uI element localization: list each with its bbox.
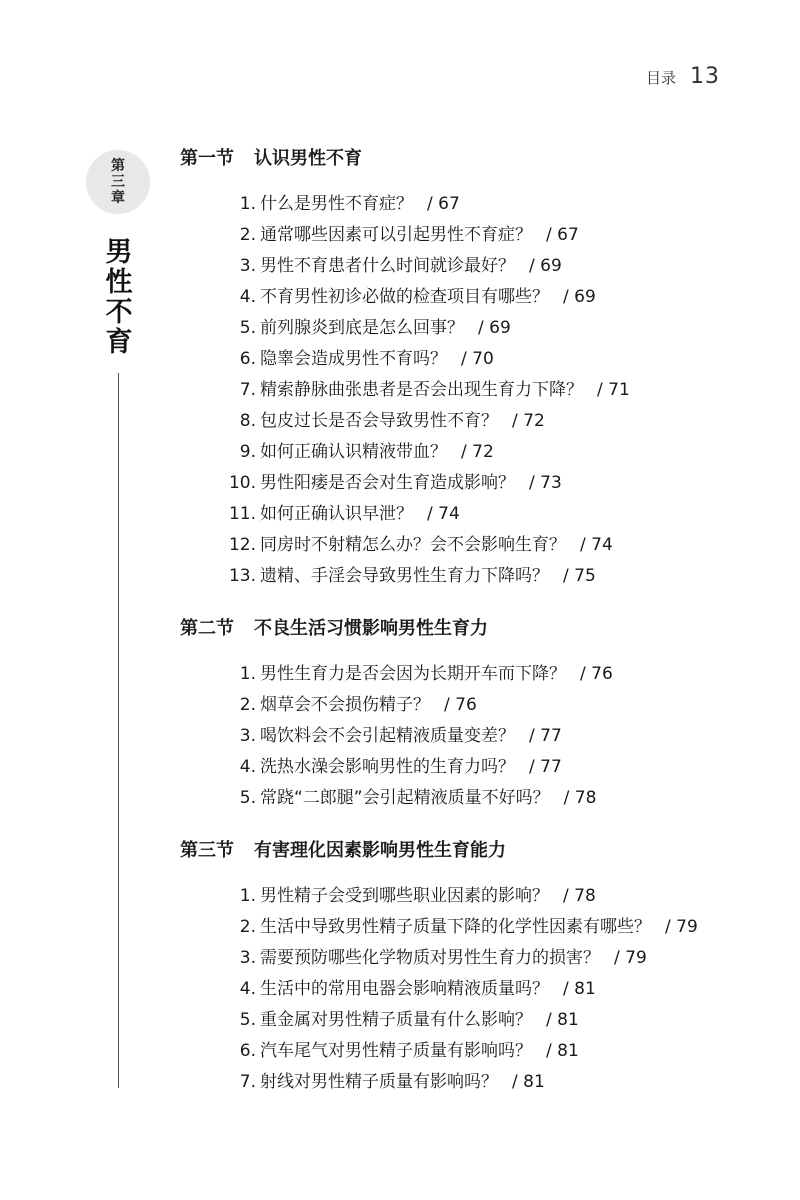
entry-page: / 79 (614, 948, 647, 968)
entry-title: 男性生育力是否会因为长期开车而下降？ (260, 664, 566, 684)
entry-page: / 74 (427, 504, 460, 524)
entry-page: / 72 (461, 442, 494, 462)
toc-entry[interactable] (180, 881, 740, 912)
toc-entry[interactable] (180, 690, 740, 721)
entry-title: 洗热水澡会影响男性的生育力吗？ (260, 757, 515, 777)
entry-title: 隐睾会造成男性不育吗？ (260, 349, 447, 369)
entry-title: 男性不育患者什么时间就诊最好？ (260, 256, 515, 276)
entry-title: 常跷“二郎腿”会引起精液质量不好吗？ (260, 788, 550, 808)
entry-number: 2. (239, 917, 256, 937)
entry-page: / 79 (665, 917, 698, 937)
toc-entry[interactable] (180, 220, 740, 251)
toc-entry[interactable] (180, 530, 740, 561)
entry-page: / 81 (512, 1072, 545, 1092)
entry-page: / 72 (512, 411, 545, 431)
entry-page: / 69 (478, 318, 511, 338)
entry-number: 6. (239, 349, 256, 369)
entry-title: 如何正确认识精液带血？ (260, 442, 447, 462)
entry-number: 3. (239, 256, 256, 276)
entry-number: 9. (239, 442, 256, 462)
entry-page: / 69 (563, 287, 596, 307)
toc-entry[interactable] (180, 659, 740, 690)
entry-number: 10. (228, 473, 256, 493)
chapter-badge (86, 150, 150, 214)
toc-entry[interactable] (180, 752, 740, 783)
entry-number: 12. (228, 535, 256, 555)
entry-page: / 81 (563, 979, 596, 999)
entry-number: 4. (239, 979, 256, 999)
entry-title: 前列腺炎到底是怎么回事？ (260, 318, 464, 338)
toc-entry[interactable] (180, 499, 740, 530)
entry-page: / 74 (580, 535, 613, 555)
toc-entry[interactable] (180, 783, 740, 814)
toc-entry[interactable] (180, 943, 740, 974)
entry-title: 男性精子会受到哪些职业因素的影响？ (260, 886, 549, 906)
entry-page: / 81 (546, 1010, 579, 1030)
entry-number: 6. (239, 1041, 256, 1061)
section-title (180, 836, 740, 866)
entry-number: 7. (239, 1072, 256, 1092)
section-item-list (180, 881, 740, 1098)
toc-entry[interactable] (180, 344, 740, 375)
toc-entry[interactable] (180, 251, 740, 282)
entry-title: 男性阳痿是否会对生育造成影响？ (260, 473, 515, 493)
entry-number: 4. (239, 287, 256, 307)
entry-page: / 77 (529, 726, 562, 746)
entry-page: / 76 (580, 664, 613, 684)
section-title-text: 有害理化因素影响男性生育能力 (254, 840, 506, 861)
entry-number: 4. (239, 757, 256, 777)
chapter-title-char: 男 (105, 237, 133, 268)
entry-page: / 76 (444, 695, 477, 715)
section-title-text: 认识男性不育 (254, 148, 362, 169)
section-title-text: 不良生活习惯影响男性生育力 (254, 618, 488, 639)
chapter-divider-line (118, 373, 119, 1088)
entry-page: / 81 (546, 1041, 579, 1061)
entry-title: 射线对男性精子质量有影响吗？ (260, 1072, 498, 1092)
toc-entry[interactable] (180, 313, 740, 344)
toc-entry[interactable] (180, 912, 740, 943)
chapter-badge-char: 三 (111, 174, 125, 190)
entry-title: 包皮过长是否会导致男性不育？ (260, 411, 498, 431)
entry-page: / 67 (546, 225, 579, 245)
entry-title: 喝饮料会不会引起精液质量变差？ (260, 726, 515, 746)
entry-page: / 75 (563, 566, 596, 586)
header-label: 目录 (645, 69, 676, 87)
entry-title: 同房时不射精怎么办？会不会影响生育？ (260, 535, 566, 555)
entry-page: / 67 (427, 194, 460, 214)
entry-number: 8. (239, 411, 256, 431)
toc-entry[interactable] (180, 561, 740, 592)
section-number: 第二节 (180, 618, 234, 639)
entry-number: 5. (239, 318, 256, 338)
entry-number: 3. (239, 948, 256, 968)
chapter-title (97, 238, 141, 358)
entry-page: / 73 (529, 473, 562, 493)
entry-number: 13. (228, 566, 256, 586)
entry-number: 7. (239, 380, 256, 400)
toc-entry[interactable] (180, 406, 740, 437)
entry-page: / 69 (529, 256, 562, 276)
toc-entry[interactable] (180, 468, 740, 499)
entry-title: 汽车尾气对男性精子质量有影响吗？ (260, 1041, 532, 1061)
section-title (180, 614, 740, 644)
entry-number: 2. (239, 695, 256, 715)
section-title (180, 144, 740, 174)
entry-number: 5. (239, 1010, 256, 1030)
toc-entry[interactable] (180, 375, 740, 406)
toc-entry[interactable] (180, 1067, 740, 1098)
entry-number: 2. (239, 225, 256, 245)
table-of-contents (180, 144, 740, 1120)
entry-title: 生活中导致男性精子质量下降的化学性因素有哪些？ (260, 917, 651, 937)
entry-title: 什么是男性不育症？ (260, 194, 413, 214)
toc-entry[interactable] (180, 721, 740, 752)
entry-title: 生活中的常用电器会影响精液质量吗？ (260, 979, 549, 999)
toc-entry[interactable] (180, 282, 740, 313)
entry-title: 精索静脉曲张患者是否会出现生育力下降？ (260, 380, 583, 400)
page-number: 13 (690, 64, 720, 89)
entry-title: 如何正确认识早泄？ (260, 504, 413, 524)
entry-title: 不育男性初诊必做的检查项目有哪些？ (260, 287, 549, 307)
entry-title: 需要预防哪些化学物质对男性生育力的损害？ (260, 948, 600, 968)
chapter-badge-char: 第 (111, 158, 125, 174)
entry-number: 1. (239, 886, 256, 906)
chapter-title-char: 育 (105, 327, 133, 358)
section-item-list (180, 659, 740, 814)
entry-title: 烟草会不会损伤精子？ (260, 695, 430, 715)
entry-title: 通常哪些因素可以引起男性不育症？ (260, 225, 532, 245)
entry-title: 遗精、手淫会导致男性生育力下降吗？ (260, 566, 549, 586)
entry-number: 1. (239, 664, 256, 684)
entry-number: 3. (239, 726, 256, 746)
entry-title: 重金属对男性精子质量有什么影响？ (260, 1010, 532, 1030)
entry-page: / 77 (529, 757, 562, 777)
toc-entry[interactable] (180, 974, 740, 1005)
section-number: 第三节 (180, 840, 234, 861)
toc-entry[interactable] (180, 437, 740, 468)
toc-entry[interactable] (180, 1005, 740, 1036)
entry-page: / 70 (461, 349, 494, 369)
chapter-badge-char: 章 (111, 190, 125, 206)
entry-page: / 78 (563, 788, 597, 808)
page-header (646, 64, 720, 89)
chapter-title-char: 性 (105, 267, 133, 298)
entry-number: 5. (239, 788, 256, 808)
toc-entry[interactable] (180, 1036, 740, 1067)
chapter-title-char: 不 (105, 297, 133, 328)
entry-number: 11. (228, 504, 256, 524)
section-item-list (180, 189, 740, 592)
entry-page: / 78 (563, 886, 596, 906)
toc-entry[interactable] (180, 189, 740, 220)
entry-number: 1. (239, 194, 256, 214)
section-number: 第一节 (180, 148, 234, 169)
entry-page: / 71 (597, 380, 630, 400)
